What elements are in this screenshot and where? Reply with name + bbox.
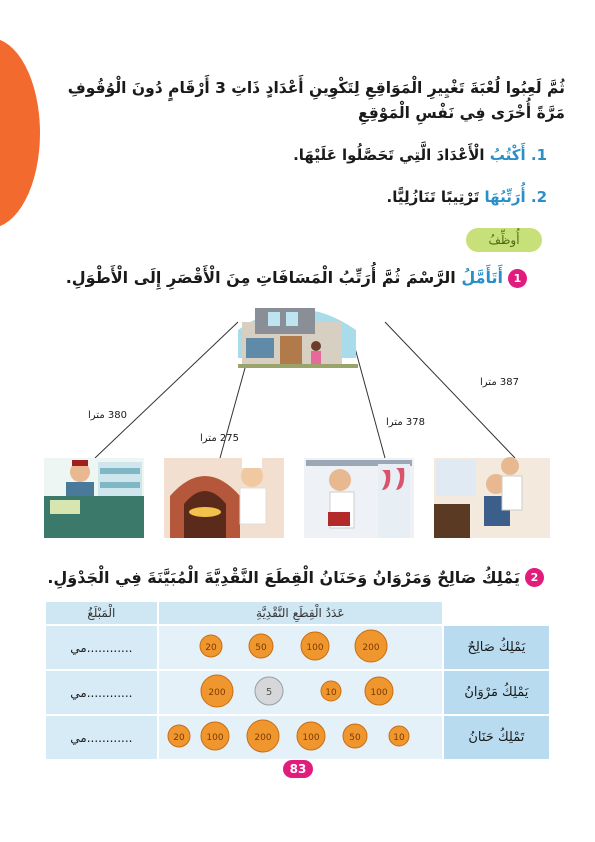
svg-text:50: 50 xyxy=(349,733,361,743)
svg-text:100: 100 xyxy=(306,643,324,653)
question-1-badge: 1 xyxy=(508,269,527,288)
task-2-text: تَرْتِيبًا تَنَازُلِيًّا. xyxy=(386,188,480,206)
coins-table xyxy=(44,600,551,761)
table-row xyxy=(45,715,550,760)
svg-text:100: 100 xyxy=(370,688,388,698)
grocery-illustration xyxy=(44,458,144,538)
distance-label-bakery: 275 مترا xyxy=(200,433,239,444)
intro-line-1: ثُمَّ لَعِبُوا لُعْبَةَ تَغْيِيرِ الْمَوَاقِعِ لِتَكْوِينِ أَعْدَادٍ ذَاتِ 3 أَرْقَامٍ دُونَ الْوُقُوفِ xyxy=(67,79,565,97)
barber-illustration xyxy=(434,457,550,538)
owner-name-cell: يَمْلِكُ مَرْوَانُ xyxy=(443,670,550,715)
table-row xyxy=(45,625,550,670)
task-2 xyxy=(387,188,548,206)
amount-cell: ............مي xyxy=(45,625,158,670)
question-1-text: الرَّسْمَ ثُمَّ أُرَتِّبُ الْمَسَافَاتِ مِنَ الْأَقْصَرِ إِلَى الْأَطْوَلِ. xyxy=(65,268,456,287)
house-illustration xyxy=(238,308,358,368)
coin-100 xyxy=(297,722,325,750)
owner-name-cell: تَمْلِكُ حَنَانُ xyxy=(443,715,550,760)
coins-row-3 xyxy=(159,716,442,756)
task-1-number: 1. xyxy=(530,146,547,164)
coins-row-1 xyxy=(159,626,442,666)
distance-label-barber: 387 مترا xyxy=(480,377,519,388)
page-number: 83 xyxy=(283,760,313,778)
coin-100 xyxy=(301,632,329,660)
header-coins: عَدَدُ الْقِطَعِ النَّقْدِيَّةِ xyxy=(158,601,443,625)
coins-cell xyxy=(158,715,443,760)
question-1 xyxy=(66,268,503,287)
coin-20 xyxy=(168,725,190,747)
svg-text:20: 20 xyxy=(173,733,185,743)
coins-cell xyxy=(158,670,443,715)
coin-100 xyxy=(201,722,229,750)
coin-10 xyxy=(321,681,341,701)
question-2-badge: 2 xyxy=(525,568,544,587)
distance-label-butcher: 378 مترا xyxy=(386,417,425,428)
distance-label-grocery: 380 مترا xyxy=(88,410,127,421)
line-to-butcher xyxy=(355,348,385,458)
coin-100 xyxy=(365,677,393,705)
coin-20 xyxy=(200,635,222,657)
task-1-text: الْأَعْدَادَ الَّتِي تَحَصَّلُوا عَلَيْهَا. xyxy=(293,146,485,164)
coins-cell xyxy=(158,625,443,670)
svg-text:10: 10 xyxy=(325,688,337,698)
decorative-orange-arc xyxy=(0,38,40,228)
bakery-illustration xyxy=(164,458,284,538)
svg-text:20: 20 xyxy=(205,643,217,653)
question-2: يَمْلِكُ صَالِحٌ وَمَرْوَانُ وَحَنَانُ الْقِطَعَ النَّقْدِيَّةَ الْمُبَيَّنَةَ فِي الْجَدْوَلِ. xyxy=(47,568,520,587)
intro-paragraph xyxy=(45,76,565,126)
owner-name-cell: يَمْلِكُ صَالِحٌ xyxy=(443,625,550,670)
svg-text:10: 10 xyxy=(393,733,405,743)
coin-200 xyxy=(201,675,233,707)
coin-200 xyxy=(247,720,279,752)
svg-text:100: 100 xyxy=(302,733,320,743)
employ-section-label: أُوظِّفُ xyxy=(466,228,542,252)
table-header-row xyxy=(45,601,550,625)
svg-text:200: 200 xyxy=(208,688,226,698)
svg-text:200: 200 xyxy=(254,733,272,743)
amount-cell: ............مي xyxy=(45,670,158,715)
coin-5 xyxy=(255,677,283,705)
task-1 xyxy=(293,146,547,164)
task-1-verb: أَكْتُبُ xyxy=(489,146,526,164)
svg-text:5: 5 xyxy=(265,687,272,698)
coins-row-2 xyxy=(159,671,442,711)
task-2-verb: أُرَتِّبُهَا xyxy=(484,188,526,206)
line-to-barber xyxy=(385,322,515,458)
header-empty xyxy=(443,601,550,625)
coin-50 xyxy=(249,634,273,658)
table-row xyxy=(45,670,550,715)
svg-text:50: 50 xyxy=(255,643,267,653)
svg-text:200: 200 xyxy=(362,643,380,653)
butcher-illustration xyxy=(304,458,414,538)
task-2-number: 2. xyxy=(530,188,547,206)
header-amount: الْمَبْلَغُ xyxy=(45,601,158,625)
intro-line-2: مَرَّةً أُخْرَى فِي نَفْسِ الْمَوْقِعِ xyxy=(357,104,565,122)
coin-10 xyxy=(389,726,409,746)
amount-cell: ............مي xyxy=(45,715,158,760)
coin-200 xyxy=(355,630,387,662)
svg-text:100: 100 xyxy=(206,733,224,743)
question-1-verb: أَتَأَمَّلُ xyxy=(461,268,503,287)
coin-50 xyxy=(343,724,367,748)
